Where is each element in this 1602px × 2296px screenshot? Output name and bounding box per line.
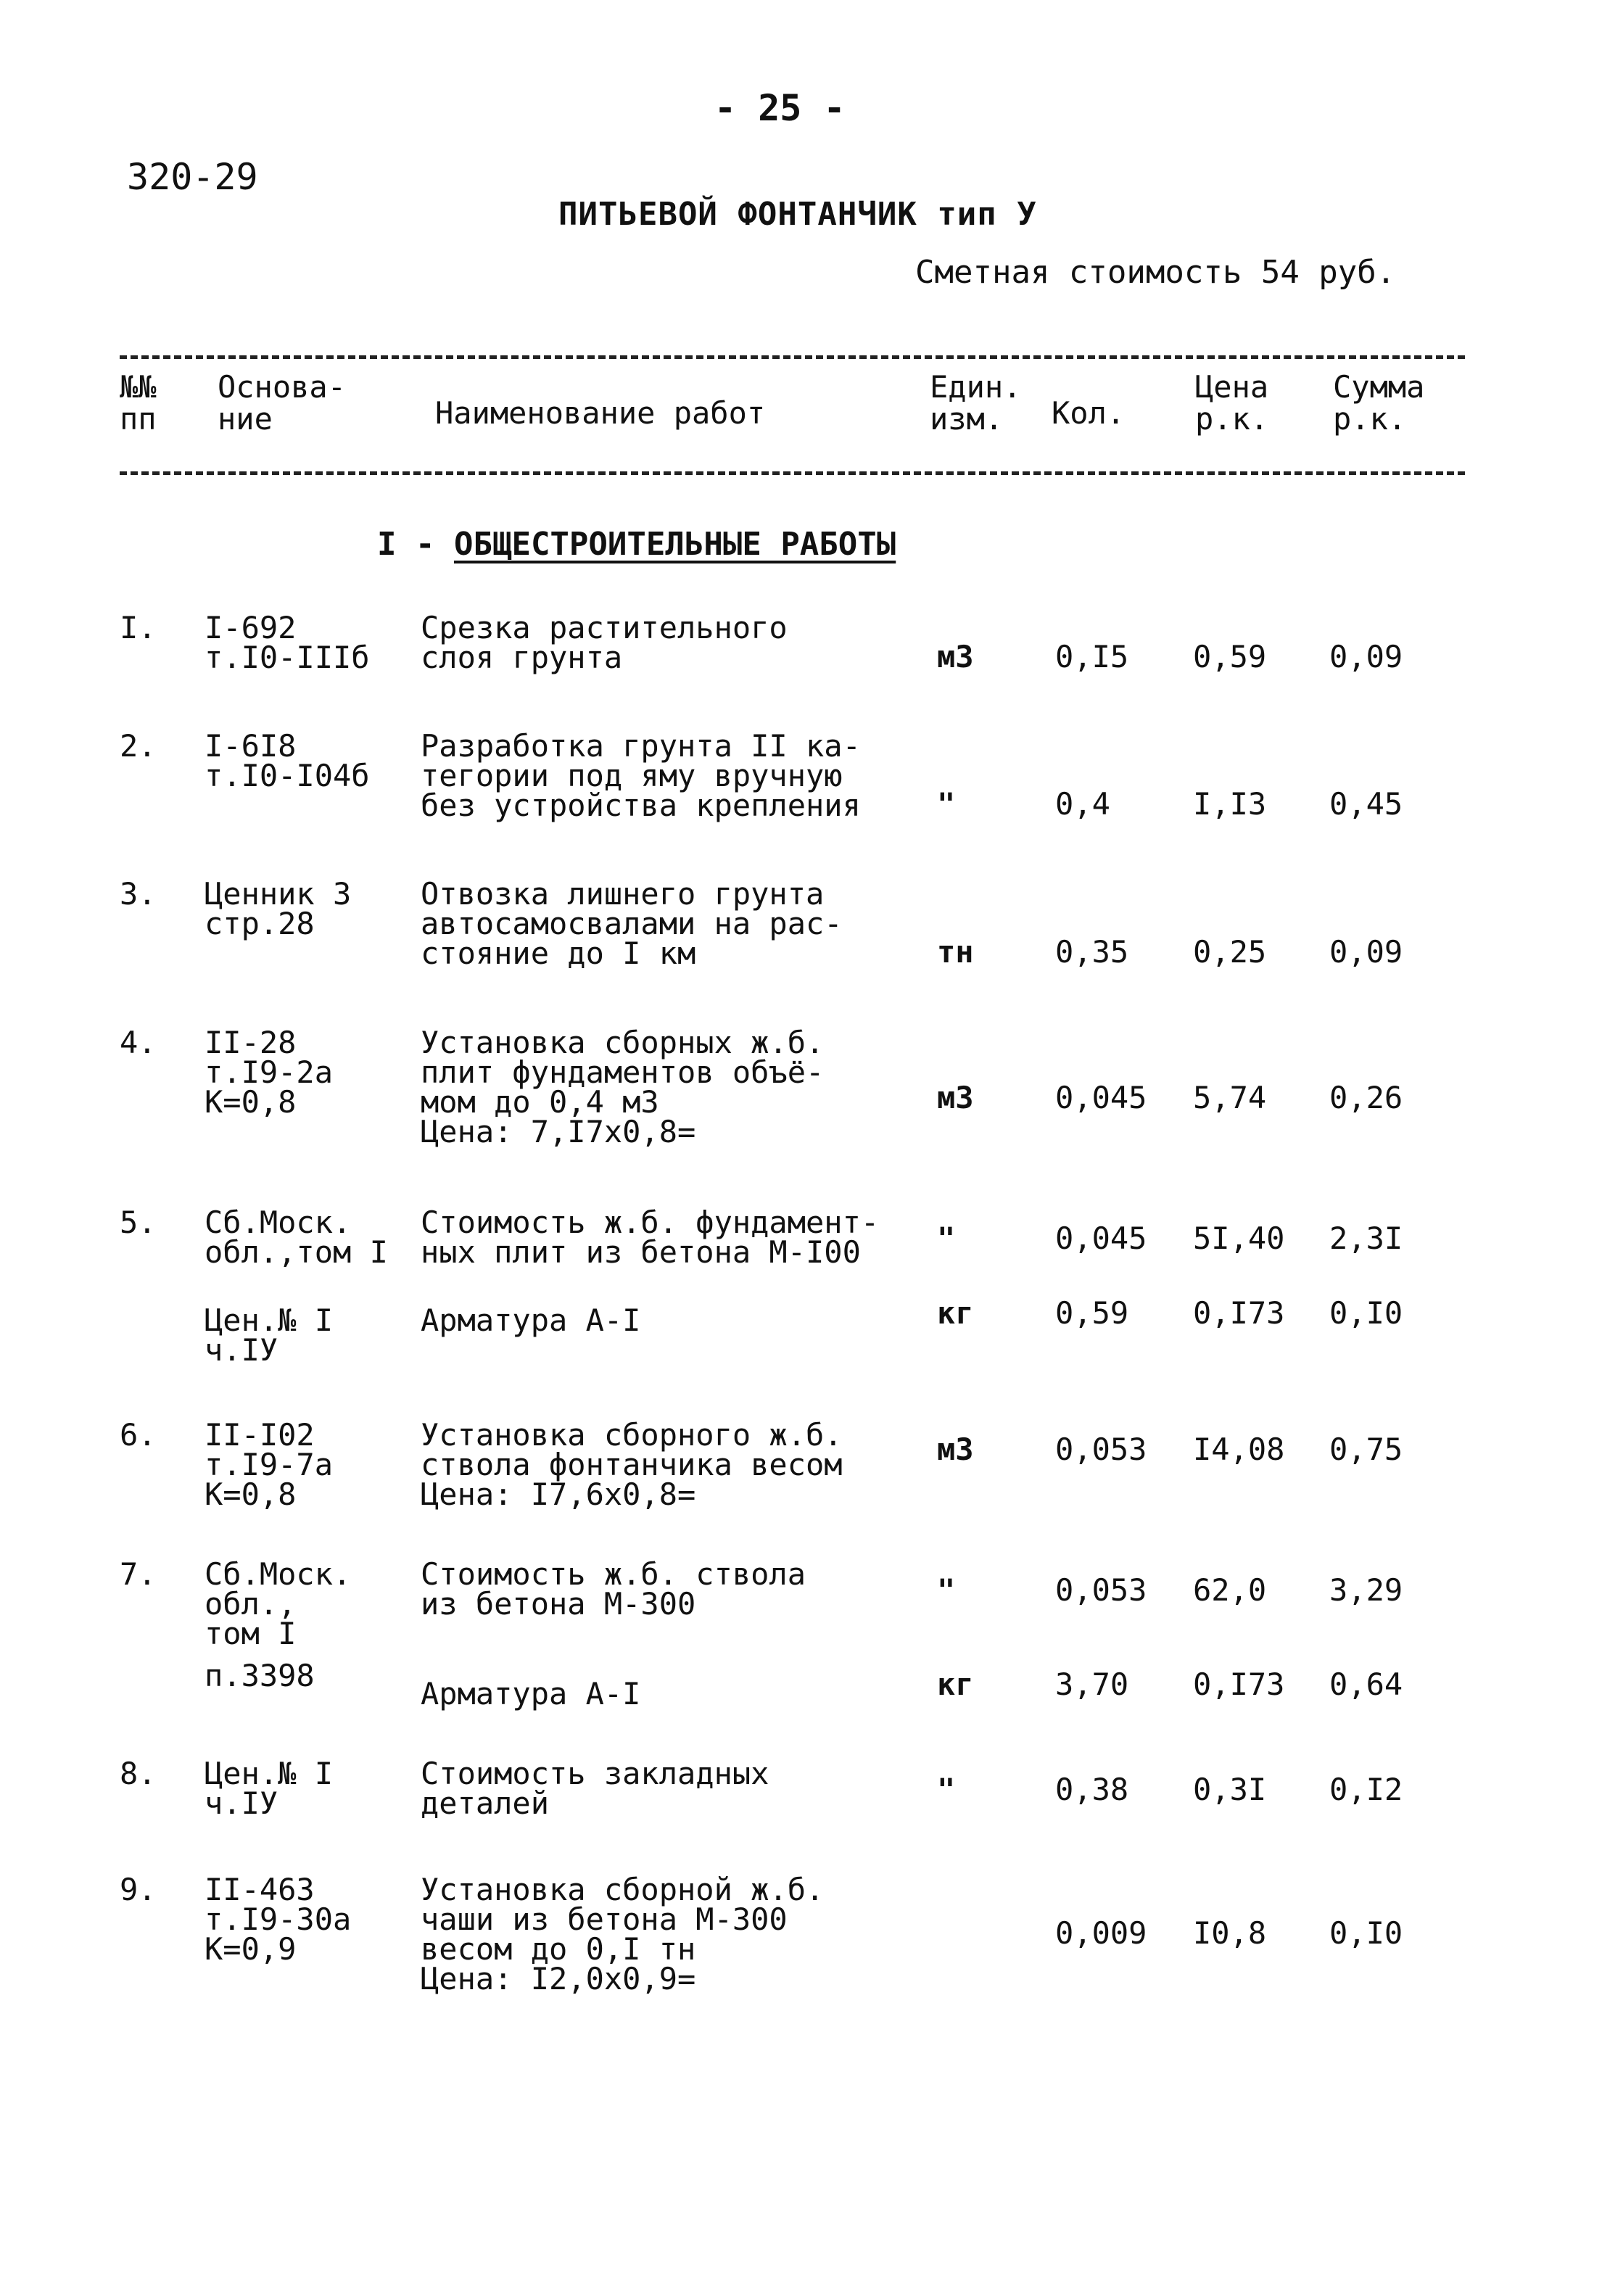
row-price: I,I3 <box>1193 786 1267 822</box>
row-name: Стоимость ж.б. фундамент- ных плит из бетона М-I00 <box>421 1205 880 1270</box>
row-basis: I-6I8 т.I0-I04б <box>205 728 370 793</box>
row-quantity: 0,I5 <box>1055 639 1129 674</box>
row-basis: II-I02 т.I9-7а К=0,8 <box>205 1417 334 1512</box>
row-name: Арматура А-I <box>421 1676 641 1711</box>
row-price: 0,59 <box>1193 639 1267 674</box>
row-number: 7. <box>120 1556 157 1592</box>
row-quantity: 0,35 <box>1055 934 1129 970</box>
row-number: 3. <box>120 876 157 912</box>
row-basis: Сб.Моск. обл.,том I <box>205 1205 388 1270</box>
row-basis: Ценник 3 стр.28 <box>205 876 352 941</box>
row-sum: 0,26 <box>1329 1080 1403 1115</box>
row-name: Отвозка лишнего грунта автосамосвалами на рас- стояние до I км <box>421 876 843 971</box>
document-title: ПИТЬЕВОЙ ФОНТАНЧИК тип У <box>558 196 1037 233</box>
row-name: Установка сборной ж.б. чаши из бетона М-300 весом до 0,I тн Цена: I2,0х0,9= <box>421 1872 825 1996</box>
row-sum: 0,45 <box>1329 786 1403 822</box>
row-basis: II-463 т.I9-30а К=0,9 <box>205 1872 352 1967</box>
row-number: 8. <box>120 1756 157 1791</box>
column-header-name: Наименование работ <box>435 395 766 431</box>
row-unit: " <box>937 1772 956 1807</box>
row-name: Разработка грунта II ка- тегории под яму вручную без устройства крепления <box>421 728 861 823</box>
row-quantity: 0,38 <box>1055 1772 1129 1807</box>
row-name: Стоимость ж.б. ствола из бетона М-300 <box>421 1556 806 1622</box>
row-unit: м3 <box>937 1432 974 1467</box>
section-title <box>377 526 896 563</box>
row-number: 5. <box>120 1205 157 1240</box>
row-sum: 3,29 <box>1329 1572 1403 1608</box>
row-basis: II-28 т.I9-2а К=0,8 <box>205 1025 334 1120</box>
column-header-quantity: Кол. <box>1052 395 1126 431</box>
row-unit: кг <box>937 1667 974 1702</box>
row-number: I. <box>120 610 157 645</box>
row-basis: Цен.№ I ч.IУ <box>205 1302 334 1368</box>
row-quantity: 0,045 <box>1055 1080 1147 1115</box>
row-number: 4. <box>120 1025 157 1060</box>
row-price: 0,I73 <box>1193 1667 1285 1702</box>
column-header-basis: Основа- ние <box>218 369 347 437</box>
table-top-rule <box>120 355 1465 359</box>
row-quantity: 0,4 <box>1055 786 1110 822</box>
row-price: 62,0 <box>1193 1572 1267 1608</box>
row-basis: Сб.Моск. обл., том I <box>205 1556 352 1651</box>
row-name: Стоимость закладных деталей <box>421 1756 769 1821</box>
row-sum: 0,09 <box>1329 639 1403 674</box>
column-header-number: №№ пп <box>120 369 157 437</box>
row-name: Установка сборного ж.б. ствола фонтанчика весом Цена: I7,6х0,8= <box>421 1417 843 1512</box>
row-sum: 0,75 <box>1329 1432 1403 1467</box>
estimated-cost: Сметная стоимость 54 руб. <box>915 254 1396 291</box>
column-header-unit: Един. изм. <box>930 369 1022 437</box>
column-header-sum: Сумма р.к. <box>1333 369 1425 437</box>
row-sum: 0,09 <box>1329 934 1403 970</box>
row-basis: Цен.№ I ч.IУ <box>205 1756 334 1821</box>
document-code: 320-29 <box>127 156 258 198</box>
row-unit: " <box>937 1572 956 1608</box>
section-name: ОБЩЕСТРОИТЕЛЬНЫЕ РАБОТЫ <box>453 526 896 563</box>
row-price: 0,I73 <box>1193 1295 1285 1331</box>
row-quantity: 3,70 <box>1055 1667 1129 1702</box>
row-quantity: 0,009 <box>1055 1915 1147 1951</box>
row-unit: " <box>937 786 956 822</box>
row-basis: I-692 т.I0-IIIб <box>205 610 370 675</box>
row-name: Арматура А-I <box>421 1302 641 1338</box>
row-price: 0,25 <box>1193 934 1267 970</box>
row-unit: кг <box>937 1295 974 1331</box>
table-header-rule <box>120 471 1465 475</box>
row-quantity: 0,053 <box>1055 1432 1147 1467</box>
section-prefix: I - <box>377 526 435 563</box>
row-sum: 0,I0 <box>1329 1915 1403 1951</box>
page-number: - 25 - <box>714 87 846 129</box>
row-sum: 0,I2 <box>1329 1772 1403 1807</box>
row-name: Установка сборных ж.б. плит фундаментов объё- мом до 0,4 м3 Цена: 7,I7х0,8= <box>421 1025 825 1149</box>
row-sum: 2,3I <box>1329 1221 1403 1256</box>
row-price: I0,8 <box>1193 1915 1267 1951</box>
row-sum: 0,64 <box>1329 1667 1403 1702</box>
row-unit: м3 <box>937 1080 974 1115</box>
row-quantity: 0,053 <box>1055 1572 1147 1608</box>
row-number: 2. <box>120 728 157 764</box>
row-basis: п.3398 <box>205 1658 315 1693</box>
row-price: 5,74 <box>1193 1080 1267 1115</box>
row-number: 9. <box>120 1872 157 1907</box>
row-quantity: 0,59 <box>1055 1295 1129 1331</box>
row-unit: м3 <box>937 639 974 674</box>
row-number: 6. <box>120 1417 157 1453</box>
row-price: 5I,40 <box>1193 1221 1285 1256</box>
row-quantity: 0,045 <box>1055 1221 1147 1256</box>
row-price: I4,08 <box>1193 1432 1285 1467</box>
row-unit: " <box>937 1221 956 1256</box>
row-unit: тн <box>937 934 974 970</box>
column-header-price: Цена р.к. <box>1195 369 1269 437</box>
row-price: 0,3I <box>1193 1772 1267 1807</box>
row-sum: 0,I0 <box>1329 1295 1403 1331</box>
row-name: Срезка растительного слоя грунта <box>421 610 788 675</box>
